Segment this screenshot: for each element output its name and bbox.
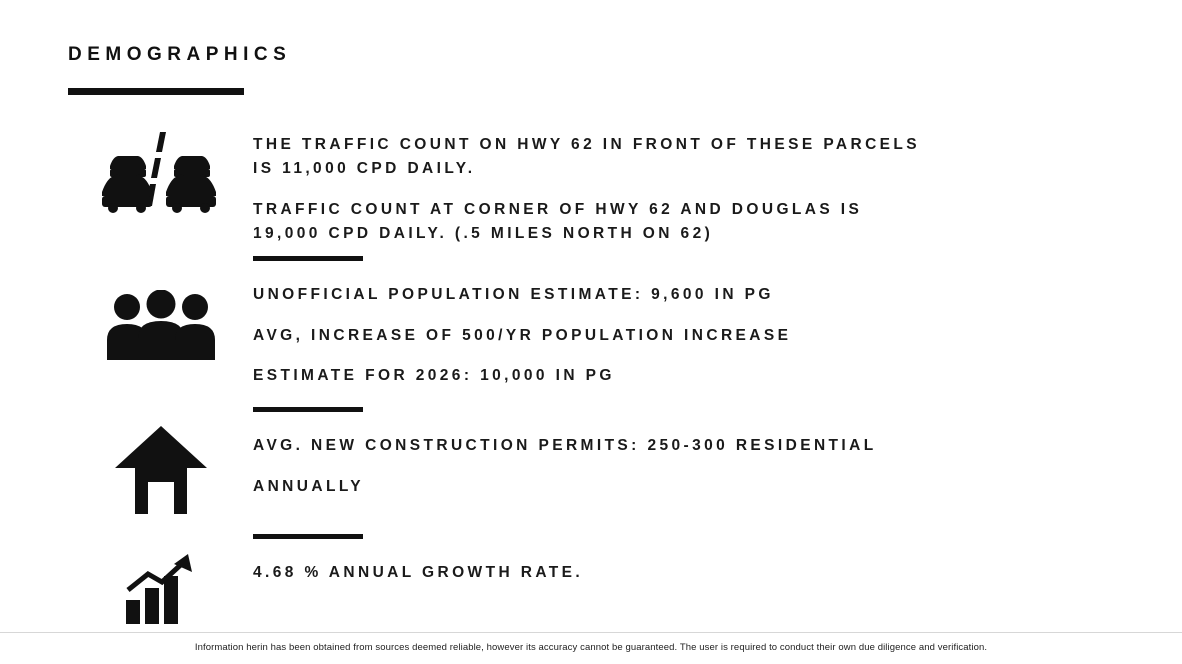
traffic-paragraph-1 (253, 133, 920, 180)
text-line: UNOFFICIAL POPULATION ESTIMATE: 9,600 IN PG (253, 286, 774, 303)
growth-text (253, 534, 583, 585)
section-traffic (68, 130, 920, 245)
traffic-text (253, 130, 920, 245)
people-group-icon (68, 256, 253, 362)
growth-chart-icon (68, 534, 253, 626)
traffic-cars-icon (68, 130, 253, 220)
text-line: AVG. NEW CONSTRUCTION PERMITS: 250-300 RESIDENTIAL (253, 437, 877, 454)
section-divider (253, 256, 363, 261)
construction-text (253, 407, 877, 498)
text-line: ESTIMATE FOR 2026: 10,000 IN PG (253, 367, 615, 385)
section-divider (253, 534, 363, 539)
footer-divider (0, 632, 1182, 633)
text-line: THE TRAFFIC COUNT ON HWY 62 IN FRONT OF THESE PARCELS (253, 136, 921, 153)
footer-disclaimer: Information herin has been obtained from sources deemed reliable, however its accuracy cannot be guaranteed. The user is required to conduct their own due diligence and verification. (194, 642, 988, 653)
section-population (68, 256, 791, 388)
text-line: 4.68 % ANNUAL GROWTH RATE. (253, 564, 584, 581)
traffic-paragraph-2 (253, 198, 920, 245)
text-line: ANNUALLY (253, 477, 365, 495)
section-growth (68, 534, 583, 626)
text-line: AVG, INCREASE OF 500/YR POPULATION INCREASE (253, 326, 792, 344)
title-underline-rule (68, 88, 244, 95)
text-line: 19,000 CPD DAILY. (.5 MILES NORTH ON 62) (253, 224, 714, 242)
section-construction (68, 407, 877, 516)
house-icon (68, 407, 253, 516)
page-header (68, 44, 291, 95)
page-title: DEMOGRAPHICS (68, 44, 292, 65)
text-line: IS 11,000 CPD DAILY. (253, 159, 476, 177)
text-line: TRAFFIC COUNT AT CORNER OF HWY 62 AND DOUGLAS IS (253, 201, 863, 219)
section-divider (253, 407, 363, 412)
population-text (253, 256, 791, 388)
